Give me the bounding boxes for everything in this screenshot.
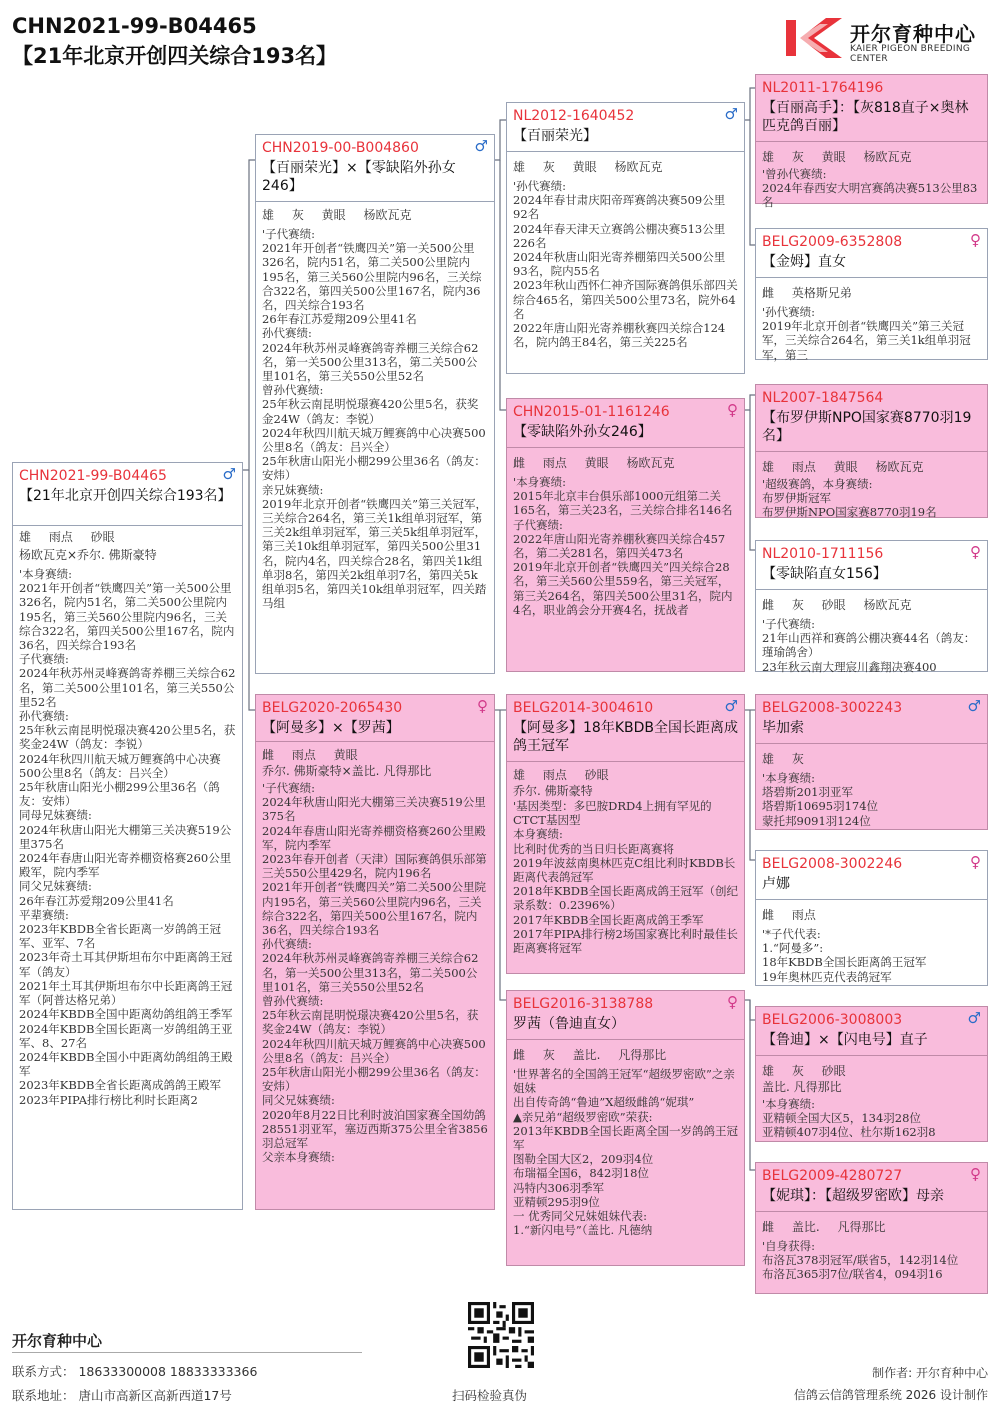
ds-breeder: 乔尔. 佛斯豪特 (513, 784, 593, 798)
card-divider (756, 141, 987, 142)
card-dam-sire[interactable] (506, 694, 745, 974)
ssd-performance: '孙代赛绩: 2019年北京开创者“铁鹰四关”第三关冠军，三关综合264名，第三关1k组单羽冠军，第三 (762, 305, 971, 362)
ddd-performance: '自身获得: 布洛瓦378羽冠军/联省5，142羽14位 布洛瓦365羽7位/联省4，094羽16 (762, 1239, 959, 1282)
ss-name: 【百丽荣光】 (513, 128, 597, 144)
footer-divider (12, 1352, 362, 1353)
ds-ring: BELG2014-3004610 (513, 700, 654, 716)
ddd-meta: 雌 盖比. 凡得那比 (762, 1220, 886, 1234)
male-sex-icon: ♂ (967, 697, 981, 715)
card-dd-dam[interactable] (755, 1162, 988, 1294)
card-divider (756, 277, 987, 278)
dd-ring: BELG2016-3138788 (513, 996, 654, 1012)
dsd-ring: BELG2008-3002246 (762, 856, 903, 872)
female-sex-icon: ♀ (970, 853, 981, 871)
kaier-logo-icon (786, 16, 844, 60)
card-divider (507, 151, 744, 152)
sss-performance: '曾孙代赛绩: 2024年春西安大明宫赛鸽决赛513公里83名 (762, 167, 978, 210)
logo-company-name: 开尔育种中心 (850, 22, 976, 46)
male-sex-icon: ♂ (222, 465, 236, 483)
ds-name: 【阿曼多】18年KBDB全国长距离成鸽王冠军 (513, 720, 738, 754)
dam-breeder: 乔尔. 佛斯豪特×盖比. 凡得那比 (262, 764, 432, 778)
card-subject[interactable] (12, 462, 243, 1210)
sds-ring: NL2007-1847564 (762, 390, 884, 406)
dss-name: 毕加索 (762, 720, 804, 736)
female-sex-icon: ♀ (970, 231, 981, 249)
card-divider (13, 525, 242, 526)
sdd-meta: 雌 灰 砂眼 杨欧瓦克 (762, 598, 912, 612)
dsd-meta: 雌 雨点 (762, 908, 816, 922)
card-dd-sire[interactable] (755, 1006, 988, 1142)
ds-meta: 雄 雨点 砂眼 (513, 768, 609, 782)
sd-meta: 雌 雨点 黄眼 杨欧瓦克 (513, 456, 675, 470)
card-divider (756, 589, 987, 590)
dam-meta: 雌 雨点 黄眼 (262, 748, 358, 762)
card-divider (756, 451, 987, 452)
sdd-name: 【零缺陷直女156】 (762, 566, 887, 582)
female-sex-icon: ♀ (970, 543, 981, 561)
card-ds-dam[interactable] (755, 850, 988, 986)
card-divider (756, 1211, 987, 1212)
card-divider (256, 741, 494, 742)
ddd-ring: BELG2009-4280727 (762, 1168, 903, 1184)
ddd-name: 【妮琪】：【超级罗密欧】母亲 (762, 1188, 944, 1204)
footer-contact: 联系方式： 18633300008 18833333366 (12, 1364, 258, 1379)
dd-performance: '世界著名的全国鸽王冠军“超级罗密欧”之亲姐妹 出自传奇鸽“鲁迪”X超级雌鸽“妮琪” ▲亲兄弟“超级罗密欧”荣获: 2013年KBDB全国长距离全国一岁鸽鸽王冠军 图勒全国大区2，209羽4位 布瑞福全国6，842羽18位 冯特内306羽季军 亚精顿295羽9位 一 优秀同父兄妹姐妹代表: 1.“新闪电号”（盖比. 凡德纳 (513, 1067, 738, 1238)
qr-caption: 扫码检验真伪 (452, 1388, 528, 1403)
dd-meta: 雌 灰 盖比. 凡得那比 (513, 1048, 667, 1062)
dds-breeder: 盖比. 凡得那比 (762, 1080, 842, 1094)
sd-ring: CHN2015-01-1161246 (513, 404, 670, 420)
qr-code-icon[interactable] (468, 1302, 534, 1368)
card-divider (756, 743, 987, 744)
subject-ring: CHN2021-99-B04465 (19, 468, 167, 484)
subject-name: 【21年北京开创四关综合193名】 (19, 488, 232, 504)
sire-ring: CHN2019-00-B004860 (262, 140, 419, 156)
card-sire-dam[interactable] (506, 398, 745, 672)
card-divider (756, 899, 987, 900)
sds-name: 【布罗伊斯NPO国家赛8770羽19名】 (762, 410, 972, 444)
dds-performance: '本身赛绩: 亚精顿全国大区5，134羽28位 亚精顿407羽4位、杜尔斯162羽8 (762, 1097, 936, 1140)
sd-performance: '本身赛绩: 2015年北京丰台俱乐部1000元组第二关165名，第三关23名，三关综合排名146名 子代赛绩: 2022年唐山阳光寄养棚秋赛四关综合457名，第二关281名，第四关473名 2019年北京开创者“铁鹰四关”四关综合28名，第三关560公里559名，第三关冠军，第三关264名，第四关500公里31名，院内4名，职业鸽会分开赛4名，抚战者 (513, 475, 733, 617)
female-sex-icon: ♀ (727, 993, 738, 1011)
dss-meta: 雄 灰 (762, 752, 804, 766)
ds-performance: '基因类型：多巴胺DRD4上拥有罕见的CTCT基因型 本身赛绩: 比利时优秀的当日归长距离赛将 2019年波兹南奥林匹克C组比利时KBDB长距离代表鸽冠军 2018年KBDB全国长距离成鸽王冠军（创纪录系数：0.2396%） 2017年KBDB全国长距离成鸽王季军 2017年PIPA排行榜2场国家赛比利时最佳长距离赛将冠军 (513, 799, 738, 956)
card-sd-sire[interactable] (755, 384, 988, 518)
dss-performance: '本身赛绩: 塔碧斯201羽亚军 塔碧斯10695羽174位 蒙托邦9091羽124位 (762, 771, 879, 828)
footer-system: 信鸽云信鸽管理系统 2026 设计制作 (793, 1388, 988, 1402)
card-divider (507, 761, 744, 762)
card-ss-sire[interactable] (755, 74, 988, 210)
sdd-performance: '子代赛绩: 21年山西祥和赛鸽公棚决赛44名（鸽友：瑾瑜鸽舍） 23年秋云南大理宸川鑫翔决赛400 (762, 617, 976, 674)
ssd-ring: BELG2009-6352808 (762, 234, 903, 250)
card-divider (507, 447, 744, 448)
ss-meta: 雄 灰 黄眼 杨欧瓦克 (513, 160, 663, 174)
subject-meta: 雄 雨点 砂眼 (19, 530, 115, 544)
female-sex-icon: ♀ (727, 401, 738, 419)
dss-ring: BELG2008-3002243 (762, 700, 903, 716)
card-divider (756, 1055, 987, 1056)
dd-name: 罗茜（鲁迪直女） (513, 1016, 625, 1032)
sss-meta: 雄 灰 黄眼 杨欧瓦克 (762, 150, 912, 164)
sire-meta: 雄 灰 黄眼 杨欧瓦克 (262, 208, 412, 222)
card-dam[interactable] (255, 694, 495, 1210)
card-dam-dam[interactable] (506, 990, 745, 1266)
ss-performance: '孙代赛绩: 2024年春甘肃庆阳帝珲赛鸽决赛509公里92名 2024年春天津天立赛鸽公棚决赛513公里226名 2024年秋唐山阳光寄养棚第四关500公里93名，院内55名 2023年秋山西怀仁神齐国际赛鸽俱乐部四关综合465名，第四关500公里73名，院外64名 2022年唐山阳光寄养棚秋赛四关综合124名，院内鸽王84名，第三关225名 (513, 179, 738, 350)
ss-ring: NL2012-1640452 (513, 108, 635, 124)
male-sex-icon: ♂ (967, 1009, 981, 1027)
card-divider (507, 1039, 744, 1040)
dds-meta: 雄 灰 砂眼 (762, 1064, 846, 1078)
footer-company: 开尔育种中心 (12, 1332, 103, 1350)
sds-meta: 雄 雨点 黄眼 杨欧瓦克 (762, 460, 924, 474)
header-title: 【21年北京开创四关综合193名】 (12, 44, 338, 68)
subject-breeder: 杨欧瓦克×乔尔. 佛斯豪特 (19, 548, 157, 562)
sss-ring: NL2011-1764196 (762, 80, 884, 96)
male-sex-icon: ♂ (724, 697, 738, 715)
footer-maker: 制作者: 开尔育种中心 (872, 1366, 988, 1380)
dam-name: 【阿曼多】×【罗茜】 (262, 720, 400, 736)
card-ds-sire[interactable] (755, 694, 988, 830)
dsd-performance: '*子代代表: 1.“阿曼多”: 18年KBDB全国长距离鸽王冠军 19年奥林匹克代表鸽冠军 (762, 927, 927, 984)
dds-name: 【鲁迪】×【闪电号】直子 (762, 1032, 928, 1048)
dam-performance: '子代赛绩: 2024年秋唐山阳光大棚第三关决赛519公里375名 2024年春唐山阳光寄养棚资格赛260公里殿军，院内季军 2023年春开创者（天津）国际赛鸽俱乐部第三关550公里429名，院内196名 2021年开创者“铁鹰四关”第二关500公里院内195名，第三关560公里院内96名，三关综合322名，第四关500公里167名，院内36名，四关综合193名 孙代赛绩: 2024年秋苏州灵峰赛鸽寄养棚三关综合62名，第一关500公里313名，第二关500公里101名，第三关550公里52名 曾孙代赛绩: 25年秋云南昆明悦璟决赛420公里5名，获奖金24W（鸽友：李锐） 2024年秋四川航天城万鲤赛鸽中心决赛500公里8名（鸽友：吕兴全） 25年秋唐山阳光小棚299公里36名（鸽友：安炜） 同父兄妹赛绩: 2020年8月22日比利时波泊国家赛全国幼鸽28551羽亚军，塞迈西斯375公里全省3856羽总冠军 父亲本身赛绩: (262, 781, 488, 1165)
card-sire-sire[interactable] (506, 102, 745, 374)
male-sex-icon: ♂ (724, 105, 738, 123)
female-sex-icon: ♀ (970, 1165, 981, 1183)
header-ring: CHN2021-99-B04465 (12, 14, 257, 38)
ssd-meta: 雌 英格斯兄弟 (762, 286, 852, 300)
card-divider (256, 201, 494, 202)
sds-performance: '超级赛鸽，本身赛绩: 布罗伊斯冠军 布罗伊斯NPO国家赛8770羽19名 (762, 477, 937, 520)
sire-name: 【百丽荣光】×【零缺陷外孙女246】 (262, 160, 456, 194)
male-sex-icon: ♂ (474, 137, 488, 155)
brand-logo (786, 16, 996, 64)
footer-address: 联系地址： 唐山市高新区高新西道17号 (12, 1388, 232, 1403)
dsd-name: 卢娜 (762, 876, 790, 892)
sire-performance: '子代赛绩: 2021年开创者“铁鹰四关”第一关500公里326名，院内51名，第二关500公里院内195名，第三关560公里院内96名，三关综合322名，第四关500公里167名，院内36名，四关综合193名 26年春江苏爱翔209公里41名 孙代赛绩: 2024年秋苏州灵峰赛鸽寄养棚三关综合62名，第一关500公里313名，第二关500公里101名，第三关550公里52名 曾孙代赛绩: 25年秋云南昆明悦璟赛420公里5名，获奖金24W（鸽友：李锐） 2024年秋四川航天城万鲤赛鸽中心决赛500公里8名（鸽友：吕兴全） 25年秋唐山阳光小棚299公里36名（鸽友：安炜） 亲兄妹赛绩: 2019年北京开创者“铁鹰四关”第三关冠军，三关综合264名，第三关1k组单羽冠军，第三关2k组单羽冠军，第三关5k组单羽冠军，第三关10k组单羽冠军，第四关500公里31名，院内4名，四关综合28名，第四关1k组单羽8名，第四关2k组单羽7名，第四关5k组单羽5名，第四关10k组单羽冠军，四关踏马组 (262, 227, 488, 611)
sss-name: 【百丽高手】：【灰818直子×奥林匹克鸽百丽】 (762, 100, 969, 134)
dam-ring: BELG2020-2065430 (262, 700, 403, 716)
logo-english-name: KAIER PIGEON BREEDING CENTER (850, 44, 971, 64)
dds-ring: BELG2006-3008003 (762, 1012, 903, 1028)
card-sire[interactable] (255, 134, 495, 674)
card-sd-dam[interactable] (755, 540, 988, 672)
sd-name: 【零缺陷外孙女246】 (513, 424, 652, 440)
subject-performance: '本身赛绩: 2021年开创者“铁鹰四关”第一关500公里326名，院内51名，第二关500公里院内195名，第三关560公里院内96名，三关综合322名，第四关500公里167名，院内36名，四关综合193名 子代赛绩: 2024年秋苏州灵峰赛鸽寄养棚三关综合62名，第二关500公里101名，第三关550公里52名 孙代赛绩: 25年秋云南昆明悦璟决赛420公里5名，获奖金24W（鸽友：李锐） 2024年秋四川航天城万鲤赛鸽中心决赛500公里8名（鸽友：吕兴全） 25年秋唐山阳光小棚299公里36名（鸽友：安炜） 同母兄妹赛绩: 2024年秋唐山阳光大棚第三关决赛519公里375名 2024年春唐山阳光寄养棚资格赛260公里殿军，院内季军 同父兄妹赛绩: 26年春江苏爱翔209公里41名 平辈赛绩: 2023年KBDB全省长距离一岁鸽鸽王冠军、亚军、7名 2023年奇土耳其伊斯坦布尔中距离鸽王冠军（鸽友） 2021年土耳其伊斯坦布尔中长距离鸽王冠军（阿普达格兄弟） 2024年KBDB全国中距离幼鸽组鸽王季军 2024年KBDB全国长距离一岁鸽组鸽王亚军、8、27名 2024年KBDB全国小中距离幼鸽组鸽王殿军 2023年KBDB全省长距离成鸽鸽王殿军 2023年PIPA排行榜比利时长距离2 (19, 567, 236, 1107)
card-ss-dam[interactable] (755, 228, 988, 360)
ssd-name: 【金姆】直女 (762, 254, 846, 270)
sdd-ring: NL2010-1711156 (762, 546, 884, 562)
female-sex-icon: ♀ (477, 697, 488, 715)
